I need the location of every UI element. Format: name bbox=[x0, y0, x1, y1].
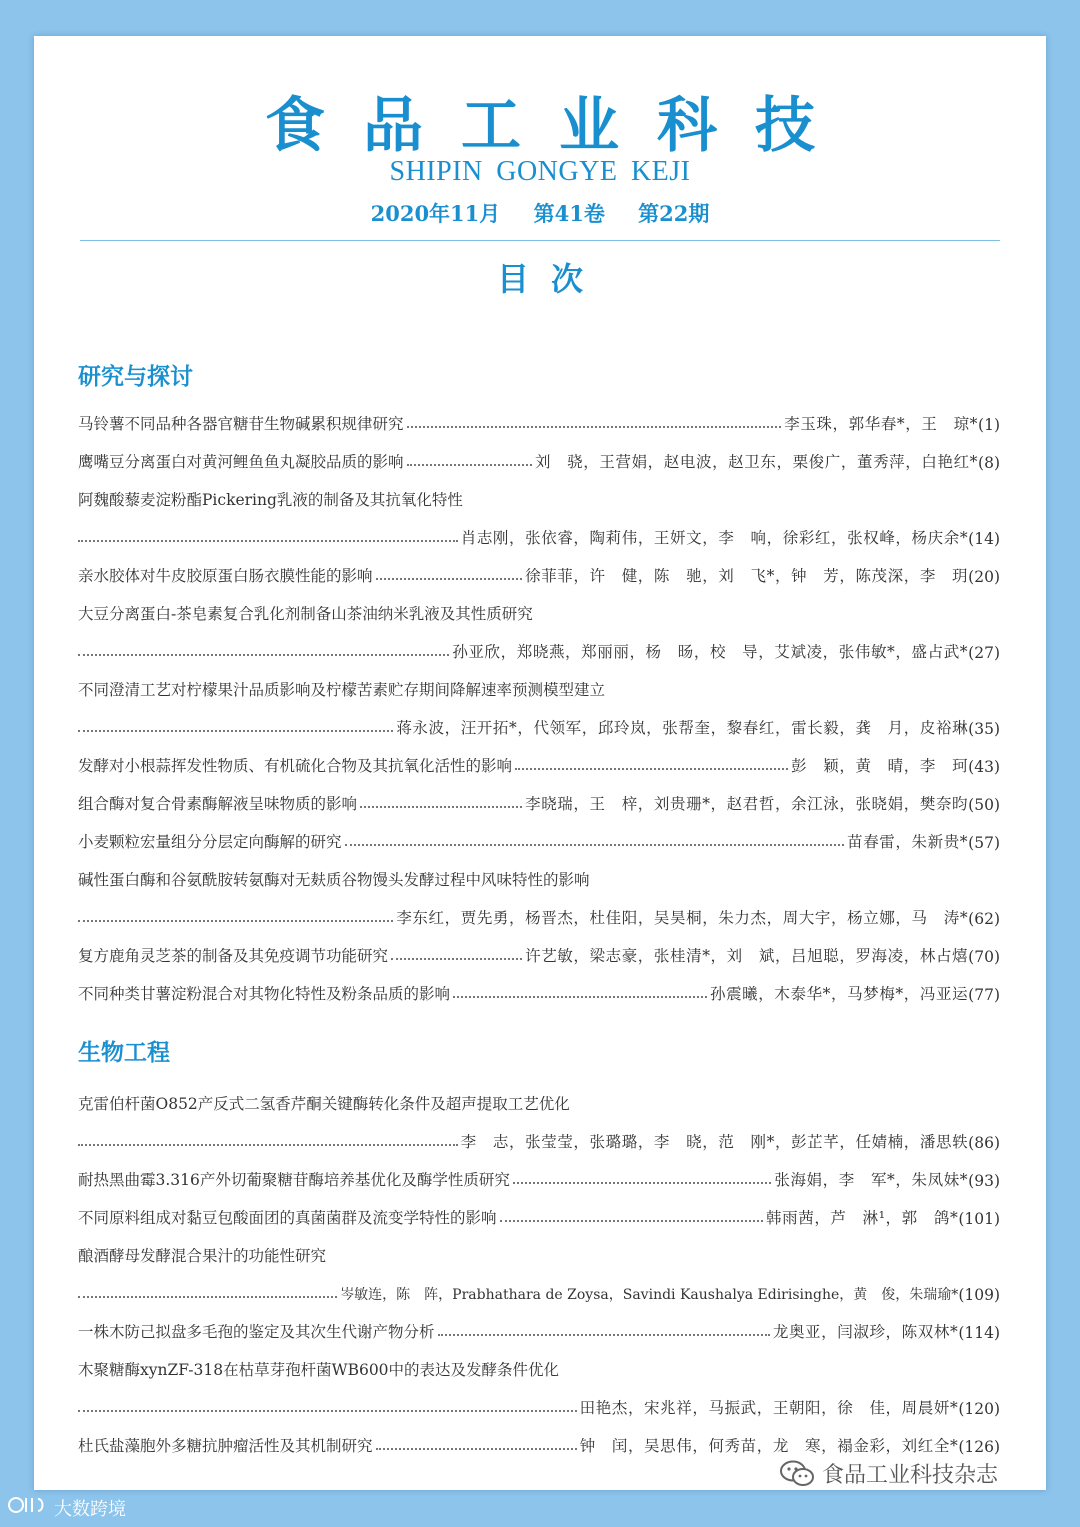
corner-watermark-text: 大数跨境 bbox=[54, 1498, 126, 1520]
toc-entry[interactable] bbox=[78, 1204, 1000, 1228]
leader-dots bbox=[78, 1144, 458, 1146]
brand-logo-icon bbox=[8, 1494, 48, 1521]
toc-entry-title[interactable]: 大豆分离蛋白-茶皂素复合乳化剂制备山茶油纳米乳液及其性质研究 bbox=[78, 605, 533, 623]
leader-dots bbox=[78, 1410, 577, 1412]
toc-entry-title: 不同种类甘薯淀粉混合对其物化特性及粉条品质的影响 bbox=[78, 985, 451, 1003]
toc-entry-title[interactable]: 酿酒酵母发酵混合果汁的功能性研究 bbox=[78, 1247, 327, 1265]
toc-entry-page: (62) bbox=[968, 910, 1000, 928]
journal-pinyin: SHIPIN GONGYE KEJI bbox=[389, 156, 691, 187]
toc-entry-authors: 岑敏连，陈 阵，Prabhathara de Zoysa，Savindi Kaushalya Edirisinghe，黄 俊，朱瑞瑜* bbox=[340, 1287, 959, 1303]
toc-entry-authors: 刘 骁，王营娟，赵电波，赵卫东，栗俊广，董秀萍，白艳红* bbox=[534, 453, 979, 471]
leader-dots bbox=[78, 540, 458, 542]
toc-entry-page: (126) bbox=[958, 1438, 1000, 1456]
toc-entry-authors: 许艺敏，梁志豪，张桂清*，刘 斌，吕旭聪，罗海凌，林占熺 bbox=[525, 947, 969, 965]
toc-entry-authors: 徐菲菲，许 健，陈 驰，刘 飞*，钟 芳，陈茂深，李 玥 bbox=[525, 567, 969, 585]
toc-entry-authors: 张海娟，李 军*，朱凤妹* bbox=[774, 1171, 969, 1189]
toc-entry[interactable] bbox=[78, 1128, 1000, 1152]
toc-entry[interactable] bbox=[78, 942, 1000, 966]
toc-entry-title: 小麦颗粒宏量组分分层定向酶解的研究 bbox=[78, 833, 342, 851]
leader-dots bbox=[360, 806, 522, 808]
toc-entry-authors: 蒋永波，汪开拓*，代领军，邱玲岚，张帮奎，黎春红，雷长毅，龚 月，皮裕琳 bbox=[396, 719, 969, 737]
leader-dots bbox=[376, 1448, 577, 1450]
toc-entry-page: (101) bbox=[958, 1210, 1000, 1228]
toc-entry-authors: 孙亚欣，郑晓燕，郑丽丽，杨 旸，校 导，艾斌凌，张伟敏*，盛占武* bbox=[452, 643, 969, 661]
toc-entry[interactable] bbox=[78, 714, 1000, 738]
masthead-divider bbox=[80, 240, 1000, 241]
leader-dots bbox=[515, 768, 788, 770]
toc-entry[interactable] bbox=[78, 1394, 1000, 1418]
corner-watermark bbox=[8, 1494, 126, 1521]
leader-dots bbox=[407, 426, 782, 428]
toc-entry[interactable] bbox=[78, 1432, 1000, 1456]
section-title-bioengineering: 生物工程 bbox=[78, 1039, 170, 1066]
leader-dots bbox=[513, 1182, 771, 1184]
toc-entry[interactable] bbox=[78, 904, 1000, 928]
toc-entry-title: 组合酶对复合骨素酶解液呈味物质的影响 bbox=[78, 795, 358, 813]
toc-entry-page: (93) bbox=[968, 1172, 1000, 1190]
leader-dots bbox=[438, 1334, 770, 1336]
toc-entry-page: (50) bbox=[968, 796, 1000, 814]
toc-entry[interactable] bbox=[78, 1318, 1000, 1342]
toc-entry[interactable] bbox=[78, 410, 1000, 434]
leader-dots bbox=[78, 1296, 337, 1298]
leader-dots bbox=[78, 730, 393, 732]
toc-entry-page: (109) bbox=[958, 1286, 1000, 1304]
toc-entry-title: 鹰嘴豆分离蛋白对黄河鲤鱼鱼丸凝胶品质的影响 bbox=[78, 453, 404, 471]
toc-entry-authors: 田艳杰，宋兆祥，马振武，王朝阳，徐 佳，周晨妍* bbox=[579, 1399, 959, 1417]
toc-entry-authors: 孙震曦，木泰华*，马梦梅*，冯亚运 bbox=[709, 985, 969, 1003]
toc-entry-page: (35) bbox=[968, 720, 1000, 738]
toc-entry-page: (120) bbox=[958, 1400, 1000, 1418]
leader-dots bbox=[391, 958, 522, 960]
leader-dots bbox=[345, 844, 845, 846]
contents-heading: 目次 bbox=[496, 260, 605, 298]
wechat-watermark bbox=[780, 1458, 998, 1489]
toc-entry-authors: 李 志，张莹莹，张璐璐，李 晓，范 刚*，彭芷芊，任婧楠，潘思轶 bbox=[460, 1133, 969, 1151]
leader-dots bbox=[376, 578, 523, 580]
toc-entry-title: 马铃薯不同品种各器官糖苷生物碱累积规律研究 bbox=[78, 415, 404, 433]
toc-entry[interactable] bbox=[78, 448, 1000, 472]
toc-entry[interactable] bbox=[78, 1280, 1000, 1304]
toc-entry-title: 复方鹿角灵芝茶的制备及其免疫调节功能研究 bbox=[78, 947, 389, 965]
toc-entry-title[interactable]: 碱性蛋白酶和谷氨酰胺转氨酶对无麸质谷物馒头发酵过程中风味特性的影响 bbox=[78, 871, 590, 889]
toc-entry-page: (43) bbox=[968, 758, 1000, 776]
toc-entry[interactable] bbox=[78, 752, 1000, 776]
toc-entry-title: 不同原料组成对黏豆包酸面团的真菌菌群及流变学特性的影响 bbox=[78, 1209, 497, 1227]
toc-entry-authors: 钟 闰，吴思伟，何秀苗，龙 寒，褟金彩，刘红全* bbox=[579, 1437, 959, 1455]
toc-entry-page: (77) bbox=[968, 986, 1000, 1004]
leader-dots bbox=[453, 996, 707, 998]
toc-entry[interactable] bbox=[78, 638, 1000, 662]
wechat-account-name: 食品工业科技杂志 bbox=[822, 1463, 999, 1488]
toc-entry-authors: 肖志刚，张依睿，陶莉伟，王妍文，李 响，徐彩红，张权峰，杨庆余* bbox=[460, 529, 969, 547]
toc-entry-authors: 彭 颖，黄 晴，李 珂 bbox=[791, 757, 969, 775]
toc-entry-title: 一株木防己拟盘多毛孢的鉴定及其次生代谢产物分析 bbox=[78, 1323, 435, 1341]
toc-entry-page: (14) bbox=[968, 530, 1000, 548]
toc-entry-title: 亲水胶体对牛皮胶原蛋白肠衣膜性能的影响 bbox=[78, 567, 373, 585]
leader-dots bbox=[500, 1220, 764, 1222]
toc-entry-title[interactable]: 不同澄清工艺对柠檬果汁品质影响及柠檬苦素贮存期间降解速率预测模型建立 bbox=[78, 681, 606, 699]
toc-entry[interactable] bbox=[78, 790, 1000, 814]
toc-entry-title[interactable]: 克雷伯杆菌O852产反式二氢香芹酮关键酶转化条件及超声提取工艺优化 bbox=[78, 1095, 570, 1113]
toc-entry-authors: 李东红，贾先勇，杨晋杰，杜佳阳，吴昊桐，朱力杰，周大宇，杨立娜，马 涛* bbox=[396, 909, 969, 927]
toc-entry[interactable] bbox=[78, 980, 1000, 1004]
issue-number: 第22期 bbox=[638, 201, 710, 226]
toc-entry-title: 发酵对小根蒜挥发性物质、有机硫化合物及其抗氧化活性的影响 bbox=[78, 757, 513, 775]
toc-entry-authors: 李晓瑞，王 梓，刘贵珊*，赵君哲，余江泳，张晓娟，樊奈昀 bbox=[525, 795, 969, 813]
leader-dots bbox=[407, 464, 532, 466]
toc-entry[interactable] bbox=[78, 828, 1000, 852]
journal-title: 食品工业科技 bbox=[265, 91, 853, 161]
toc-entry-page: (20) bbox=[968, 568, 1000, 586]
issue-info bbox=[0, 198, 1080, 228]
toc-entry[interactable] bbox=[78, 524, 1000, 548]
issue-volume: 第41卷 bbox=[533, 201, 605, 226]
toc-entry-page: (114) bbox=[958, 1324, 1000, 1342]
toc-entry-page: (86) bbox=[968, 1134, 1000, 1152]
toc-entry-title[interactable]: 阿魏酸藜麦淀粉酯Pickering乳液的制备及其抗氧化特性 bbox=[78, 491, 463, 509]
toc-entry-page: (70) bbox=[968, 948, 1000, 966]
toc-entry-page: (27) bbox=[968, 644, 1000, 662]
toc-entry-page: (8) bbox=[978, 454, 1000, 472]
toc-entry-authors: 苗春雷，朱新贵* bbox=[847, 833, 969, 851]
toc-entry-authors: 韩雨茜，芦 淋¹，郭 鸽* bbox=[766, 1209, 959, 1227]
toc-entry[interactable] bbox=[78, 562, 1000, 586]
toc-entry[interactable] bbox=[78, 1166, 1000, 1190]
issue-date: 2020年11月 bbox=[370, 201, 501, 226]
toc-entry-authors: 李玉珠，郭华春*，王 琼* bbox=[784, 415, 979, 433]
leader-dots bbox=[78, 654, 449, 656]
leader-dots bbox=[78, 920, 393, 922]
toc-entry-title: 杜氏盐藻胞外多糖抗肿瘤活性及其机制研究 bbox=[78, 1437, 373, 1455]
toc-entry-title[interactable]: 木聚糖酶xynZF-318在枯草芽孢杆菌WB600中的表达及发酵条件优化 bbox=[78, 1361, 560, 1379]
wechat-icon bbox=[780, 1460, 814, 1488]
toc-entry-title: 耐热黑曲霉3.316产外切葡聚糖苷酶培养基优化及酶学性质研究 bbox=[78, 1171, 510, 1189]
toc-entry-authors: 龙奥亚，闫淑珍，陈双林* bbox=[772, 1323, 959, 1341]
toc-entry-page: (1) bbox=[978, 416, 1000, 434]
toc-entry-page: (57) bbox=[968, 834, 1000, 852]
section-title-research: 研究与探讨 bbox=[78, 363, 193, 390]
